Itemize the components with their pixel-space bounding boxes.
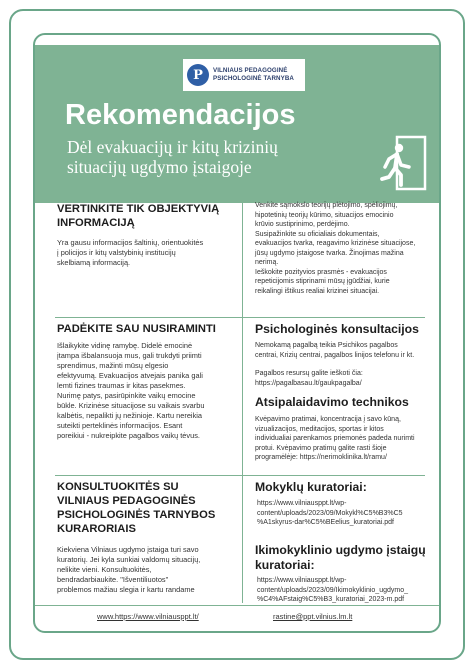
text-line: vizualizacijos, meditacijos, sportas ir kitos bbox=[255, 425, 384, 433]
school-link-line[interactable]: content/uploads/2023/09/Mokykl%C5%B3%C5 bbox=[257, 509, 403, 517]
text-line: suteikti perteklinės informacijos. Esant bbox=[57, 421, 183, 430]
preschool-heading bbox=[255, 543, 426, 573]
page-title: Rekomendacijos bbox=[65, 99, 296, 131]
text-line: repeticijomis stiprinami mūsų įgūdžiai, kurie bbox=[255, 278, 390, 285]
logo-mark-icon: P bbox=[187, 64, 209, 86]
logo-text bbox=[213, 67, 294, 83]
text-line: Nurimę patys, pasirūpinkite vaikų emocine bbox=[57, 391, 196, 400]
consult-heading-line: KURARORIAIS bbox=[57, 523, 136, 535]
text-line: nelikite vieni. Konsultuokitės, bbox=[57, 565, 152, 574]
text-line: centrai, Krizių centrai, pagalbos linijos telefonu ir kt. bbox=[255, 351, 415, 359]
preschool-link[interactable] bbox=[257, 576, 408, 605]
text-line: Kiekviena Vilniaus ugdymo įstaiga turi savo bbox=[57, 545, 199, 554]
text-line: Susipažinkite su oficialiais dokumentais, bbox=[255, 230, 380, 238]
page-subtitle bbox=[67, 137, 357, 177]
school-link-line[interactable]: https://www.vilniausppt.lt/wp- bbox=[257, 500, 347, 507]
preschool-link-line[interactable]: %C4%AFstaig%C5%B3_kuratoriai_2023-m.pdf bbox=[257, 596, 405, 603]
text-line: Yra gausu informacijos šaltinių, orientuokitės bbox=[57, 238, 204, 247]
text-line: poreikiui - nukreipkite pagalbos vaikų tėvus. bbox=[57, 431, 200, 440]
text-line: Išlaikykite vidinę ramybę. Didelė emocinė bbox=[57, 341, 193, 350]
text-line: Venkite sąmokslo teorijų plėtojimo, spėliojimų, bbox=[255, 202, 398, 209]
text-line: kalbėtis, nepalikti jų nežinioje. Kartu nereikia bbox=[57, 411, 203, 420]
preschool-link-line[interactable]: content/uploads/2023/09/Ikimokyklinio_ugdymo_ bbox=[257, 586, 408, 594]
objective-heading-line-2: INFORMACIJĄ bbox=[57, 217, 135, 229]
logo-line-2: PSICHOLOGINĖ TARNYBA bbox=[213, 75, 294, 82]
school-link[interactable] bbox=[257, 499, 403, 528]
text-line: bendradarbiaukite. "Išventiliuotos" bbox=[57, 575, 169, 584]
preschool-heading-line: Ikimokyklinio ugdymo įstaigų bbox=[255, 543, 426, 557]
text-line: į policijos ir kitų valstybinių institucijų bbox=[57, 248, 176, 257]
text-line: įtampa išbalansuoja mus, gali trukdyti priimti bbox=[57, 351, 202, 360]
resources-label: Pagalbos resursų galite ieškoti čia: bbox=[255, 370, 363, 377]
header-band bbox=[35, 45, 439, 203]
text-line: efektyvumą. Evakuacijos atvejais panika gali bbox=[57, 371, 203, 380]
text-line: protui. Kvėpavimo pratimų galite rasti šioje bbox=[255, 444, 387, 452]
text-line: Ieškokite pozityvios prasmės - evakuacijos bbox=[255, 268, 387, 276]
text-line: programėlėje: https://nerimoklinika.lt/ramu/ bbox=[255, 454, 387, 461]
logo-line-1: VILNIAUS PEDAGOGINĖ bbox=[213, 67, 288, 74]
text-line: hipotetinių teorijų kūrimo, situacijos emocinio bbox=[255, 211, 394, 219]
text-line: lemti fizines traumas ir kitas pasekmes. bbox=[57, 381, 186, 390]
school-link-line[interactable]: %A1skyrus-dar%C5%BEelius_kuratoriai.pdf bbox=[257, 519, 394, 526]
consult-body bbox=[57, 545, 200, 595]
preschool-heading-line: kuratoriai: bbox=[255, 558, 315, 572]
school-heading: Mokyklų kuratoriai: bbox=[255, 480, 367, 494]
footer-email-link[interactable]: rastine@ppt.vilnius.lm.lt bbox=[273, 612, 353, 621]
text-line: krūvio sustiprinimo, perdėjimo. bbox=[255, 221, 350, 228]
relax-body bbox=[255, 415, 415, 463]
poster bbox=[33, 33, 441, 633]
calm-heading: PADĖKITE SAU NUSIRAMINTI bbox=[57, 323, 216, 335]
footer-divider bbox=[35, 605, 439, 606]
avoid-body bbox=[255, 201, 415, 296]
consult-heading-line: KONSULTUOKITĖS SU bbox=[57, 481, 179, 493]
subtitle-line-1: Dėl evakuacijų ir kitų krizinių bbox=[67, 137, 278, 157]
objective-heading-line-1: VERTINKITE TIK OBJEKTYVIĄ bbox=[57, 203, 220, 215]
logo bbox=[183, 59, 305, 91]
text-line: individualiai parenkamos priemonės padeda nurimti bbox=[255, 435, 415, 442]
text-line: sprendimus, mažinti mūsų elgesio bbox=[57, 361, 169, 370]
text-line: skelbiamą informaciją. bbox=[57, 258, 131, 267]
subtitle-line-2: situacijų ugdymo įstaigoje bbox=[67, 157, 252, 177]
row-divider-2 bbox=[55, 475, 425, 476]
psych-resources bbox=[255, 369, 363, 388]
preschool-link-line[interactable]: https://www.vilniausppt.lt/wp- bbox=[257, 577, 347, 584]
consult-heading-line: VILNIAUS PEDAGOGINĖS bbox=[57, 495, 196, 507]
objective-heading bbox=[57, 202, 219, 230]
text-line: būkle. Krizinėse situacijose su vaikais svarbu bbox=[57, 401, 205, 410]
text-line: kuratorių. Jei kyla sunkiai valdomų situacijų, bbox=[57, 555, 201, 564]
psych-heading: Psichologinės konsultacijos bbox=[255, 322, 419, 336]
emergency-exit-icon bbox=[379, 135, 429, 193]
text-line: evakuacijos tvarka, reagavimo krizinėse situacijose, bbox=[255, 240, 416, 247]
text-line: Nemokamą pagalbą teikia Psichikos pagalbos bbox=[255, 342, 398, 349]
text-line: nerimą. bbox=[255, 259, 279, 266]
consult-heading-line: PSICHOLOGINĖS TARNYBOS bbox=[57, 509, 216, 521]
footer-website-link[interactable]: www.https://www.vilniausppt.lt/ bbox=[97, 612, 199, 621]
column-divider bbox=[242, 193, 243, 603]
relax-heading: Atsipalaidavimo technikos bbox=[255, 395, 409, 409]
text-line: reikalingi ištikus realiai krizinei situacijai. bbox=[255, 287, 380, 295]
psych-body bbox=[255, 341, 414, 360]
objective-body bbox=[57, 238, 203, 268]
resources-link[interactable]: https://pagalbasau.lt/gaukpagalba/ bbox=[255, 379, 362, 387]
calm-body bbox=[57, 341, 204, 441]
consult-heading bbox=[57, 480, 215, 536]
row-divider-1 bbox=[55, 317, 425, 318]
text-line: problemos mažiau slegia ir kartu randame bbox=[57, 585, 195, 594]
text-line: jūsų ugdymo įstaigose tvarka. Žinojimas mažina bbox=[255, 249, 404, 257]
text-line: Kvėpavimo pratimai, koncentracija į savo kūną, bbox=[255, 416, 401, 423]
